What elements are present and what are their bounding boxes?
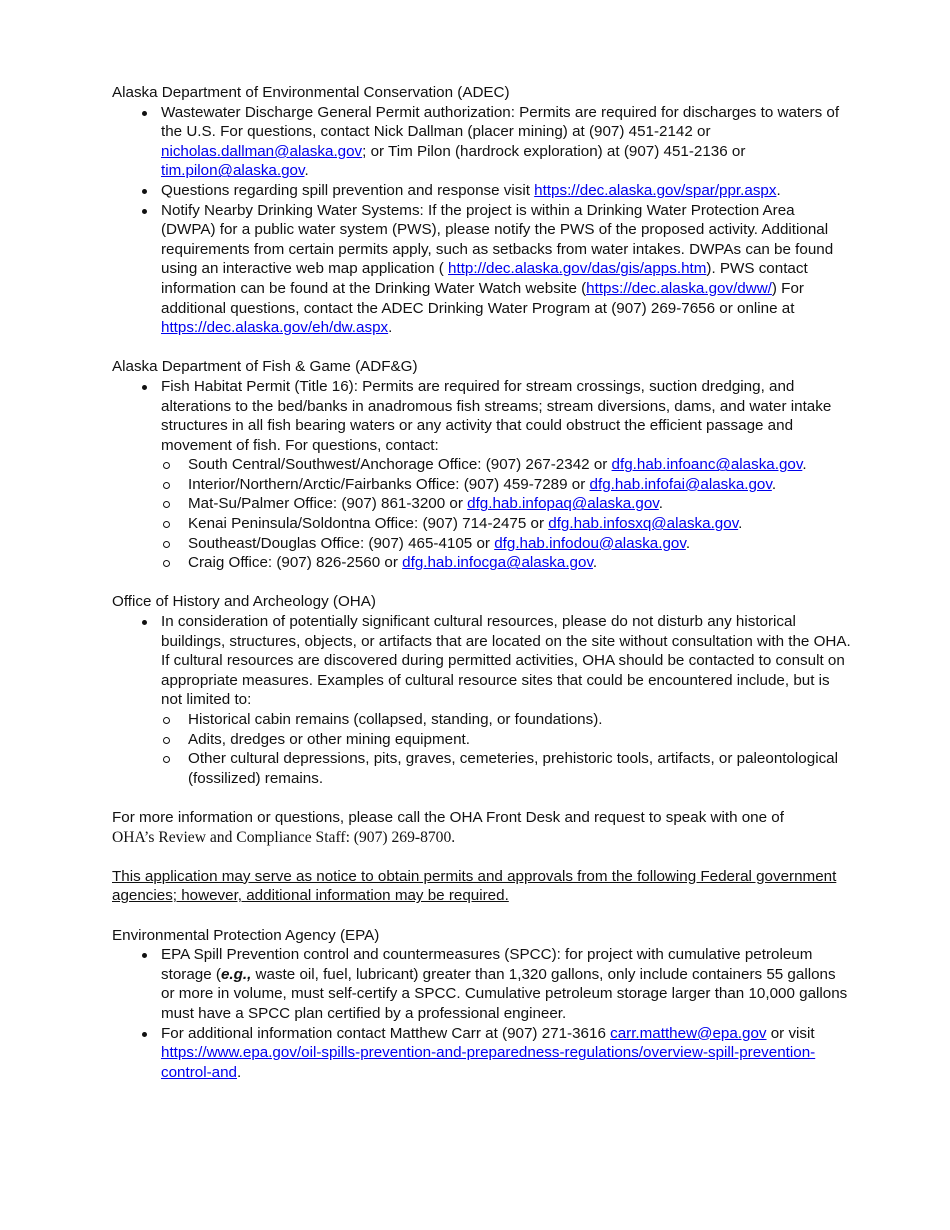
circle-bullet-icon bbox=[163, 462, 170, 469]
bullet-icon bbox=[142, 111, 147, 116]
office-email-link[interactable]: dfg.hab.infocga@alaska.gov bbox=[402, 554, 593, 572]
adec-drinking-water-item: Notify Nearby Drinking Water Systems: If the project is within a Drinking Water Protection Area (DWPA) for a public water system (PWS), please notify the PWS of the proposed activity. Additional requirements from certain permits apply, such as setbacks from water intakes. DWPAs can be found using an interactive web map application ( http://dec.alaska.gov/das/gis/apps.htm). PWS contact information can be found at the Drinking Water Watch website (https://dec.alaska.gov/dww/) For additional questions, contact the ADEC Drinking Water Program at (907) 269-7656 or online at https://dec.alaska.gov/eh/dw.aspx. bbox=[112, 201, 852, 338]
spacer bbox=[112, 906, 852, 926]
example-item: Adits, dredges or other mining equipment. bbox=[161, 730, 852, 750]
spcc-item: EPA Spill Prevention control and countermeasures (SPCC): for project with cumulative petroleum storage (e.g., waste oil, fuel, lubricant) greater than 1,320 gallons, only include containers 55 gallons or more in volume, must self-certify a SPCC. Cumulative petroleum storage larger than 10,000 gallons must have a SPCC plan certified by a professional engineer. bbox=[112, 945, 852, 1023]
matthew-carr-email-link[interactable]: carr.matthew@epa.gov bbox=[610, 1024, 767, 1042]
nicholas-dallman-email-link[interactable]: nicholas.dallman@alaska.gov bbox=[161, 142, 363, 160]
adec-heading: Alaska Department of Environmental Conservation (ADEC) bbox=[112, 84, 510, 101]
example-item: Historical cabin remains (collapsed, standing, or foundations). bbox=[161, 710, 852, 730]
document-body bbox=[112, 83, 852, 1082]
office-item: Southeast/Douglas Office: (907) 465-4105 or dfg.hab.infodou@alaska.gov. bbox=[161, 534, 852, 554]
adec-spill-item: Questions regarding spill prevention and response visit https://dec.alaska.gov/spar/ppr.aspx. bbox=[112, 181, 852, 201]
spacer bbox=[112, 338, 852, 358]
example-item: Other cultural depressions, pits, graves, cemeteries, prehistoric tools, artifacts, or paleontological (fossilized) remains. bbox=[161, 749, 852, 788]
circle-bullet-icon bbox=[163, 501, 170, 508]
oha-list bbox=[112, 612, 852, 788]
office-item: Interior/Northern/Arctic/Fairbanks Office: (907) 459-7289 or dfg.hab.infofai@alaska.gov. bbox=[161, 475, 852, 495]
bullet-icon bbox=[142, 620, 147, 625]
office-item: Mat-Su/Palmer Office: (907) 861-3200 or dfg.hab.infopaq@alaska.gov. bbox=[161, 494, 852, 514]
epa-contact-item: For additional information contact Matthew Carr at (907) 271-3616 carr.matthew@epa.gov or visit https://www.epa.gov/oil-spills-prevention-and-preparedness-regulations/overview-spill-prevention-control-and. bbox=[112, 1024, 852, 1083]
epa-list bbox=[112, 945, 852, 1082]
adfg-list bbox=[112, 377, 852, 573]
adec-wastewater-item: Wastewater Discharge General Permit authorization: Permits are required for discharges to waters of the U.S. For questions, contact Nick Dallman (placer mining) at (907) 451-2142 or nicholas.dallman@alaska.gov; or Tim Pilon (hardrock exploration) at (907) 451-2136 or tim.pilon@alaska.gov. bbox=[112, 103, 852, 181]
epa-heading: Environmental Protection Agency (EPA) bbox=[112, 926, 380, 944]
office-email-link[interactable]: dfg.hab.infopaq@alaska.gov bbox=[467, 495, 659, 513]
circle-bullet-icon bbox=[163, 717, 170, 724]
spacer bbox=[112, 847, 852, 867]
spacer bbox=[112, 573, 852, 593]
spacer bbox=[112, 788, 852, 808]
office-item: Kenai Peninsula/Soldontna Office: (907) 714-2475 or dfg.hab.infosxq@alaska.gov. bbox=[161, 514, 852, 534]
epa-spill-prevention-link[interactable]: https://www.epa.gov/oil-spills-prevention-and-preparedness-regulations/overview-spill-prevention-control-and bbox=[161, 1044, 816, 1081]
office-email-link[interactable]: dfg.hab.infodou@alaska.gov bbox=[494, 534, 686, 552]
federal-notice: This application may serve as notice to obtain permits and approvals from the following Federal government agencies; however, additional information may be required. bbox=[112, 867, 837, 905]
bullet-icon bbox=[142, 189, 147, 194]
circle-bullet-icon bbox=[163, 756, 170, 763]
office-email-link[interactable]: dfg.hab.infosxq@alaska.gov bbox=[548, 515, 739, 533]
adec-list bbox=[112, 103, 852, 338]
office-email-link[interactable]: dfg.hab.infoanc@alaska.gov bbox=[611, 456, 803, 474]
office-item: South Central/Southwest/Anchorage Office: (907) 267-2342 or dfg.hab.infoanc@alaska.gov. bbox=[161, 455, 852, 475]
office-email-link[interactable]: dfg.hab.infofai@alaska.gov bbox=[589, 475, 772, 493]
bullet-icon bbox=[142, 385, 147, 390]
office-item: Craig Office: (907) 826-2560 or dfg.hab.infocga@alaska.gov. bbox=[161, 553, 852, 573]
gis-apps-link[interactable]: http://dec.alaska.gov/das/gis/apps.htm bbox=[448, 260, 707, 278]
adfg-heading: Alaska Department of Fish & Game (ADF&G) bbox=[112, 358, 418, 376]
bullet-icon bbox=[142, 953, 147, 958]
tim-pilon-email-link[interactable]: tim.pilon@alaska.gov bbox=[161, 162, 305, 180]
circle-bullet-icon bbox=[163, 560, 170, 567]
circle-bullet-icon bbox=[163, 521, 170, 528]
spill-prevention-link[interactable]: https://dec.alaska.gov/spar/ppr.aspx bbox=[534, 181, 777, 199]
circle-bullet-icon bbox=[163, 737, 170, 744]
cultural-resources-item: In consideration of potentially significant cultural resources, please do not disturb any historical buildings, structures, objects, or artifacts that are located on the site without consultation with the OHA. If cultural resources are discovered during permitted activities, OHA should be contacted to consult on appropriate measures. Examples of cultural resource sites that could be encountered include, but is not limited to: Historical cabin remains (collapsed, standing, or foundations). Adits, dredges or other mining equipment. Other cultural depressions, pits, graves, cemeteries, prehistoric tools, artifacts, or paleontological (fossilized) remains. bbox=[112, 612, 852, 788]
cultural-examples-list bbox=[161, 710, 852, 788]
circle-bullet-icon bbox=[163, 482, 170, 489]
adfg-offices-list bbox=[161, 455, 852, 573]
drinking-water-watch-link[interactable]: https://dec.alaska.gov/dww/ bbox=[586, 279, 772, 297]
bullet-icon bbox=[142, 209, 147, 214]
oha-more-info: For more information or questions, please call the OHA Front Desk and request to speak with one of OHA’s Review and Compliance Staff: (907) 269-8700. bbox=[112, 808, 784, 846]
oha-heading: Office of History and Archeology (OHA) bbox=[112, 593, 376, 611]
drinking-water-program-link[interactable]: https://dec.alaska.gov/eh/dw.aspx bbox=[161, 319, 389, 337]
fish-habitat-item: Fish Habitat Permit (Title 16): Permits are required for stream crossings, suction dredging, and alterations to the bed/banks in anadromous fish streams; stream diversions, dams, and water intake structures in all fish bearing waters or any activity that could obstruct the efficient passage and movement of fish. For questions, contact: South Central/Southwest/Anchorage Office: (907) 267-2342 or dfg.hab.infoanc@alaska.gov. Interior/Northern/Arctic/Fairbanks Office: (907) 459-7289 or dfg.hab.infofai@alaska.gov. Mat-Su/Palmer Office: (907) 861-3200 or dfg.hab.infopaq@alaska.gov. Kenai Peninsula/Soldontna Office: (907) 714-2475 or dfg.hab.infosxq@alaska.gov. Southeast/Douglas Office: (907) 465-4105 or dfg.hab.infodou@alaska.gov. Craig Office: (907) 826-2560 or dfg.hab.infocga@alaska.gov. bbox=[112, 377, 852, 573]
circle-bullet-icon bbox=[163, 541, 170, 548]
bullet-icon bbox=[142, 1032, 147, 1037]
